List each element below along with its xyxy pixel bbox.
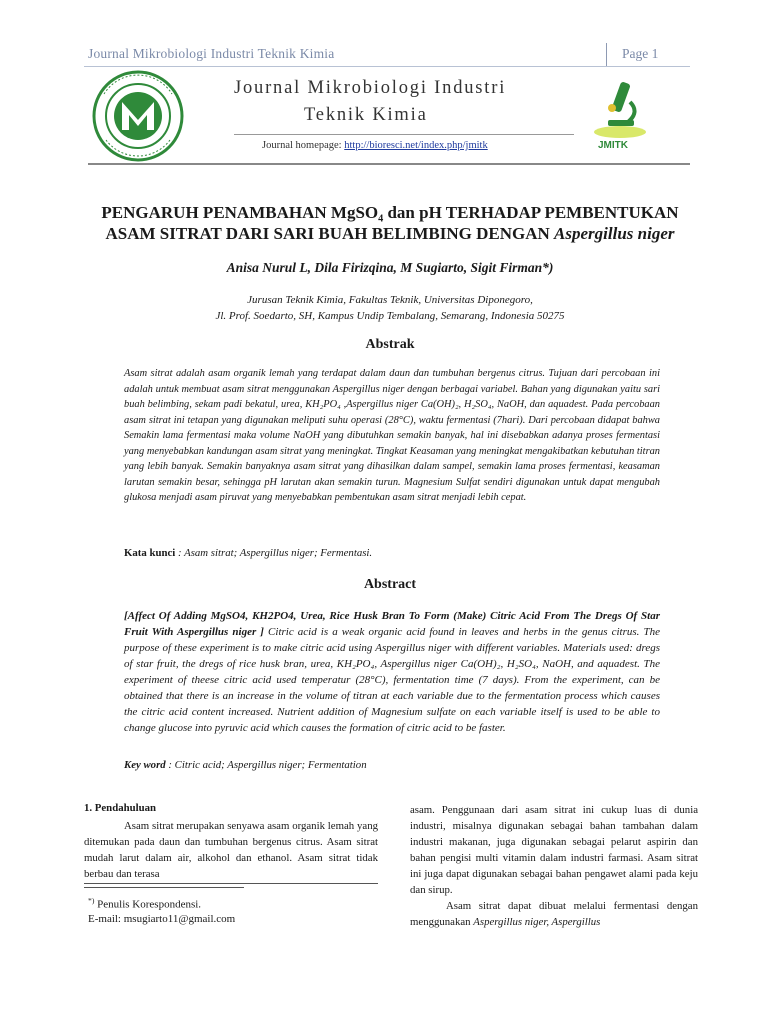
abstrak-body: Asam sitrat adalah asam organik lemah yang terdapat dalam daun dan tumbuhan bergenus citrus. Tujuan dari percobaan ini adalah untuk membuat asam sitrat menggunakan Aspergillus niger dengan berbagai variabel. Bahan yang digunakan yaitu sari buah belimbing, sekam padi bekatul, urea, KH₂PO₄ ,Aspergillus niger Ca(OH)₂, H₂SO₄, NaOH, dan aquadest. Pada percobaan asam sitrat ini tetapan yang digunakan meliputi suhu operasi (28°C), waktu fermentasi (7hari). Dari percobaan didapat bahwa Semakin lama fermentasi maka volume NaOH yang dibutuhkan semakin banyak, hal ini disebabkan adanya proses fermentasi yang menyebabkan kandungan asam sitrat yang meningkat. Tingkat Keasaman yang meningkat mengakibatkan kebutuhan titran yang lebih banyak. Semakin banyaknya asam sitrat yang dihasilkan dalam sampel, semakin lama proses fermentasi, keasaman larutan semakin besar, sehingga pH larutan akan semakin turun. Magnesium Sulfat sendiri digunakan untuk dapat mengubah glukosa menjadi asam piruvat yang menyebabkan pembentukan asam sitrat menjadi lebih cepat. — [124, 368, 660, 503]
footnote-email: E-mail: msugiarto11@gmail.com — [88, 913, 236, 925]
university-lab-logo — [92, 70, 184, 162]
kata-kunci-values: : Asam sitrat; Aspergillus niger; Fermentasi. — [175, 547, 373, 559]
jmitk-logo — [592, 76, 648, 156]
intro-right-text2-main: Asam sitrat dapat dibuat melalui fermentasi dengan menggunakan — [410, 900, 698, 928]
page-number: Page 1 — [622, 46, 659, 61]
footnote-line1: Penulis Korespondensi. — [94, 898, 202, 911]
key-word-label: Key word — [124, 759, 166, 771]
abstract-heading: Abstract — [363, 577, 417, 592]
abstract-english-text: Citric acid is a weak organic acid found in leaves and herbs in the genus citrus. The purpose of these experiment is to make citric acid using Aspergillus niger with different variables. Materials used: dregs of star fruit, the dregs of rice husk bran, urea, KH₂PO₄, Aspergillus niger Ca(OH)₂, H₂SO₄, NaOH, and aquadest. The experiment of theese citric acid used temperatur (28°C), fermentation time (7 days). From the experiment, can be obtained that there is an increase in the volume of titran at each variable due to the fermentation process which causes the citric acid content increased. Nutrient addition of Magnesium sulfate on each variable itself is used to be able to change glucose into pyruvic acid which causes the formation of citric acid to be faster. — [124, 626, 660, 734]
key-word-values: : Citric acid; Aspergillus niger; Fermentation — [165, 759, 367, 771]
kata-kunci — [124, 547, 372, 559]
intro-right-text1: asam. Penggunaan dari asam sitrat ini cukup luas di dunia industri, misalnya digunakan sebagai bahan tambahan dalam industri makanan, juga digunakan sebagai pelarut aspirin dan bahan pengisi multi vitamin dalam industri farmasi. Asam sitrat ini juga dapat digunakan sebagai bahan pengawet alami pada keju dan sirup. — [410, 804, 698, 896]
banner-bottom-rule — [88, 163, 690, 165]
footnote-rule — [84, 883, 378, 884]
homepage-label: Journal homepage: — [262, 140, 342, 151]
intro-right-text2-species: Aspergillus niger, Aspergillus — [473, 916, 601, 928]
intro-right-column — [410, 802, 698, 930]
banner-title-line1: Journal Mikrobiologi Industri — [234, 78, 507, 98]
key-word — [124, 759, 367, 771]
header-rule — [84, 66, 690, 67]
title-line2-species: Aspergillus niger — [554, 224, 675, 243]
abstract-english-title: [Affect Of Adding MgSO4, KH2PO4, Urea, Rice Husk Bran To Form (Make) Citric Acid From The Dregs Of Star Fruit With Aspergillus niger ] — [124, 610, 660, 638]
footnote-rule-short — [84, 887, 244, 888]
intro-left-text: Asam sitrat merupakan senyawa asam organik lemah yang ditemukan pada daun dan tumbuhan bergenus citrus. Asam sitrat mudah larut dalam air, alkohol dan ethanol. Asam sitrat tidak berbau dan terasa — [84, 820, 378, 880]
intro-left-column — [84, 800, 378, 882]
banner-title-line2: Teknik Kimia — [304, 105, 428, 125]
running-journal-title: Journal Mikrobiologi Industri Teknik Kimia — [88, 46, 335, 61]
footnote-corresponding — [88, 896, 201, 911]
affiliation-line2: Jl. Prof. Soedarto, SH, Kampus Undip Tembalang, Semarang, Indonesia 50275 — [215, 310, 565, 322]
paper-title — [80, 202, 700, 244]
title-line1: PENGARUH PENAMBAHAN MgSO₄ dan pH TERHADAP PEMBENTUKAN — [101, 203, 679, 222]
microscope-icon — [592, 76, 648, 140]
kata-kunci-label: Kata kunci — [124, 547, 176, 559]
title-line2-main: ASAM SITRAT DARI SARI BUAH BELIMBING DENGAN — [105, 224, 555, 243]
journal-homepage — [262, 140, 488, 151]
abstrak-heading: Abstrak — [365, 337, 415, 352]
affiliation-line1: Jurusan Teknik Kimia, Fakultas Teknik, Universitas Diponegoro, — [247, 294, 533, 306]
header-divider — [606, 43, 607, 67]
intro-heading: 1. Pendahuluan — [84, 802, 157, 814]
footnote-marker: *) — [88, 896, 95, 905]
jmitk-logo-text: JMITK — [598, 140, 628, 151]
authors: Anisa Nurul L, Dila Firizqina, M Sugiarto, Sigit Firman*) — [226, 260, 554, 275]
homepage-link[interactable]: http://bioresci.net/index.php/jmitk — [344, 140, 488, 151]
banner-rule — [234, 134, 574, 135]
intro-right-paragraph2 — [410, 898, 698, 930]
abstract-body — [124, 608, 660, 736]
affiliation — [80, 292, 700, 324]
